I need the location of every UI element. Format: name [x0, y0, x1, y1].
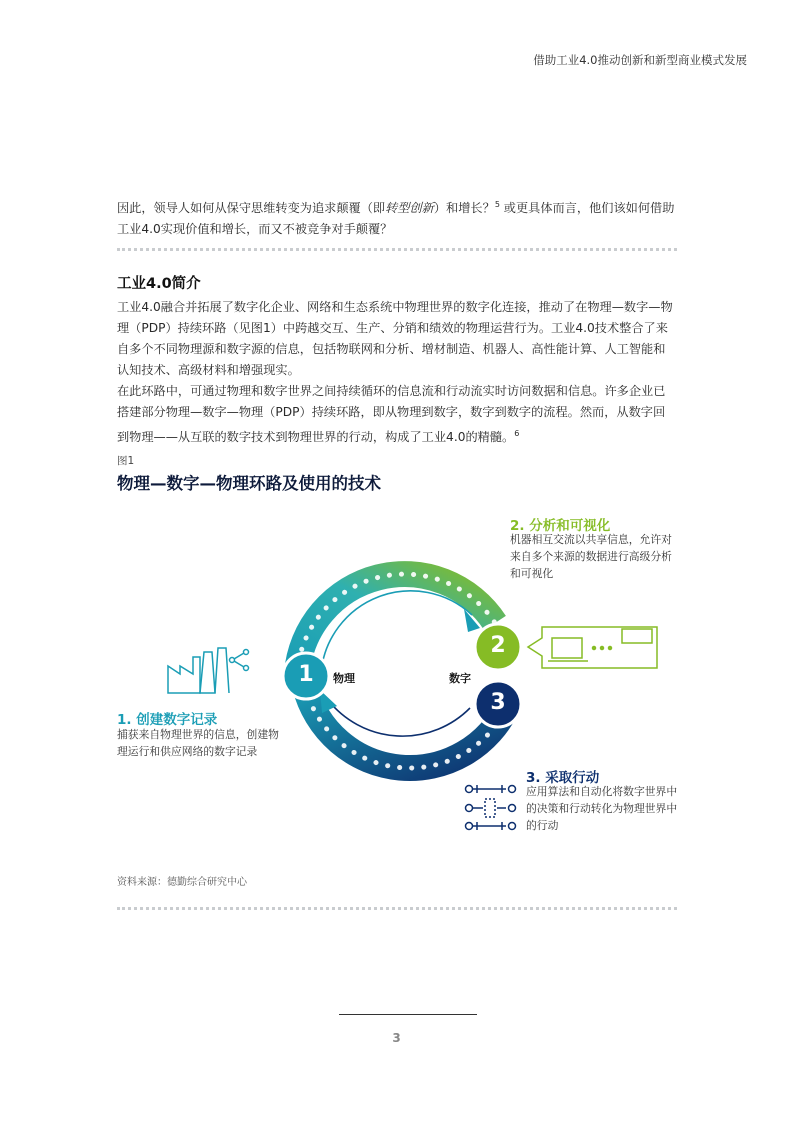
step3-title: 3. 采取行动 [526, 770, 600, 786]
node-1-label: 1 [298, 662, 314, 687]
computer-icon [528, 627, 657, 668]
intro-text-3: 或更具体而言，他们该如何借助工业4.0实现价值和增长，而又不被竞争对手颠覆？ [117, 201, 675, 237]
figure-label: 图1 [117, 455, 135, 467]
intro-footnote-ref[interactable]: 5 [494, 200, 500, 209]
section-paragraph-1: 工业4.0融合并拓展了数字化企业、网络和生态系统中物理世界的数字化连接，推动了在物理—数字—物理（PDP）持续环路（见图1）中跨越交互、生产、分销和绩效的物理运营行为。工业4.0技术整合了来自多个不同物理源和数字源的信息，包括物联网和分析、增材制造、机器人、高性能计算、人工智能和认知技术、高级材料和增强现实。 [117, 300, 673, 377]
divider-dotted-bottom [117, 907, 677, 910]
para2-footnote-ref[interactable]: 6 [514, 429, 520, 438]
upper-arc [297, 574, 495, 673]
step1-desc: 捕获来自物理世界的信息，创建物理运行和供应网络的数字记录 [117, 728, 279, 758]
physical-label: 物理 [333, 672, 355, 685]
intro-text-1: 因此，领导人如何从保守思维转变为追求颠覆（即 [117, 201, 386, 216]
step3-desc: 应用算法和自动化将数字世界中的决策和行动转化为物理世界中的行动 [526, 785, 678, 832]
section-title: 工业4.0简介 [117, 276, 201, 292]
para2-text: 在此环路中，可通过物理和数字世界之间持续循环的信息流和行动流实时访问数据和信息。许多企业已搭建部分物理—数字—物理（PDP）持续环路，即从物理到数字，数字到数字的流程。然而，从数字回到物理——从互联的数字技术到物理世界的行动，构成了工业4.0的精髓。 [117, 384, 666, 445]
source-note: 资料来源：德勤综合研究中心 [117, 877, 247, 888]
intro-text-2: ）和增长？ [433, 201, 495, 216]
step2-desc: 机器相互交流以共享信息，允许对来自多个来源的数据进行高级分析和可视化 [510, 533, 672, 580]
node-2-label: 2 [490, 633, 506, 658]
page-number: 3 [392, 1031, 401, 1045]
factory-icon [168, 648, 249, 693]
digital-label: 数字 [449, 672, 471, 685]
page-number-rule [339, 1014, 477, 1015]
node-3-label: 3 [490, 690, 506, 715]
figure-title: 物理—数字—物理环路及使用的技术 [117, 474, 381, 493]
step1-title: 1. 创建数字记录 [117, 712, 218, 728]
running-header: 借助工业4.0推动创新和新型商业模式发展 [533, 53, 747, 67]
intro-italic: 转型创新 [385, 201, 434, 216]
action-network-icon [466, 785, 516, 830]
step2-title: 2. 分析和可视化 [510, 518, 611, 534]
